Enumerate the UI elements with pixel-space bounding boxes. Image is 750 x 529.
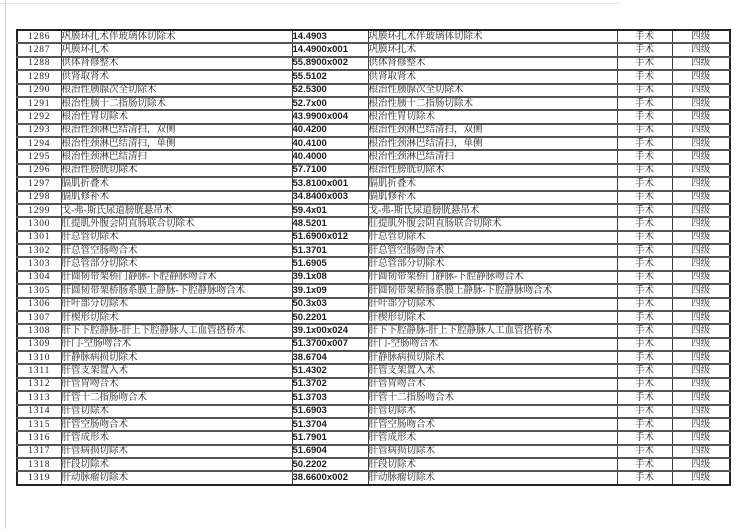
category-label: 手术: [617, 298, 672, 311]
procedure-name: 肝动脉瘤切除术: [61, 471, 292, 485]
table-row: [17, 458, 730, 471]
procedure-code: 43.9900x004: [292, 110, 368, 123]
level-label: 四级: [672, 57, 730, 70]
row-number: 1302: [17, 244, 61, 257]
surgery-procedure-table: [16, 29, 731, 486]
procedure-name-repeat: 肝圆韧带架桥门静脉-下腔静脉吻合术: [368, 271, 617, 284]
procedure-code: 14.4903: [292, 30, 368, 43]
procedure-name: 巩膜环扎术: [61, 43, 292, 56]
row-number: 1314: [17, 405, 61, 418]
procedure-code: 51.6900x012: [292, 231, 368, 244]
procedure-name: 肝管支架置入术: [61, 364, 292, 377]
table-row: [17, 70, 730, 83]
procedure-name-repeat: 肝总管空肠吻合术: [368, 244, 617, 257]
procedure-name-repeat: 肝静脉病损切除术: [368, 351, 617, 364]
category-label: 手术: [617, 97, 672, 110]
table-row: [17, 338, 730, 351]
level-label: 四级: [672, 97, 730, 110]
procedure-code: 48.5201: [292, 217, 368, 230]
procedure-code: 51.3700x007: [292, 338, 368, 351]
level-label: 四级: [672, 137, 730, 150]
procedure-name-repeat: 肛提肌外腹会阴直肠联合切除术: [368, 217, 617, 230]
procedure-name: 肝管切除术: [61, 405, 292, 418]
procedure-name-repeat: 根治性胰腺次全切除术: [368, 84, 617, 97]
row-number: 1305: [17, 284, 61, 297]
category-label: 手术: [617, 405, 672, 418]
procedure-code: 51.6905: [292, 257, 368, 270]
procedure-name-repeat: 肝管空肠吻合术: [368, 418, 617, 431]
procedure-name-repeat: 供体肾修整术: [368, 57, 617, 70]
procedure-name-repeat: 肝管切除术: [368, 405, 617, 418]
table-row: [17, 378, 730, 391]
procedure-code: 51.6904: [292, 445, 368, 458]
level-label: 四级: [672, 364, 730, 377]
row-number: 1306: [17, 298, 61, 311]
surgery-procedure-table-body: [17, 30, 730, 485]
level-label: 四级: [672, 311, 730, 324]
procedure-name: 肝楔形切除术: [61, 311, 292, 324]
row-number: 1295: [17, 150, 61, 163]
table-row: [17, 57, 730, 70]
category-label: 手术: [617, 418, 672, 431]
procedure-name: 膈肌修补术: [61, 191, 292, 204]
procedure-code: 55.8900x002: [292, 57, 368, 70]
table-row: [17, 418, 730, 431]
procedure-name: 供肾取肾术: [61, 70, 292, 83]
procedure-code: 50.2201: [292, 311, 368, 324]
category-label: 手术: [617, 150, 672, 163]
procedure-name: 根治性颈淋巴结清扫，双侧: [61, 124, 292, 137]
category-label: 手术: [617, 84, 672, 97]
category-label: 手术: [617, 391, 672, 404]
table-row: [17, 110, 730, 123]
procedure-code: 40.4000: [292, 150, 368, 163]
row-number: 1308: [17, 324, 61, 337]
table-row: [17, 311, 730, 324]
level-label: 四级: [672, 191, 730, 204]
level-label: 四级: [672, 84, 730, 97]
row-number: 1290: [17, 84, 61, 97]
procedure-code: 50.3x03: [292, 298, 368, 311]
row-number: 1296: [17, 164, 61, 177]
row-number: 1299: [17, 204, 61, 217]
table-row: [17, 364, 730, 377]
procedure-code: 51.3703: [292, 391, 368, 404]
table-row: [17, 217, 730, 230]
row-number: 1286: [28, 31, 51, 42]
row-number: 1309: [17, 338, 61, 351]
procedure-code: 14.4900x001: [292, 43, 368, 56]
procedure-name: 肝管空肠吻合术: [61, 418, 292, 431]
procedure-name: 肝圆韧带架桥肠系膜上静脉-下腔静脉吻合术: [61, 284, 292, 297]
table-row: [17, 257, 730, 270]
procedure-code: 50.2202: [292, 458, 368, 471]
procedure-code: 51.3701: [292, 244, 368, 257]
table-row: [17, 191, 730, 204]
category-label: 手术: [617, 137, 672, 150]
row-number: 1289: [17, 70, 61, 83]
level-label: 四级: [672, 431, 730, 444]
table-row: [17, 471, 730, 485]
category-label: 手术: [617, 364, 672, 377]
level-label: 四级: [672, 338, 730, 351]
category-label: 手术: [617, 458, 672, 471]
procedure-name: 肝叶部分切除术: [61, 298, 292, 311]
procedure-name-repeat: 根治性颈淋巴结清扫: [368, 150, 617, 163]
table-row: [17, 30, 730, 43]
procedure-code: 51.6903: [292, 405, 368, 418]
row-number: 1318: [17, 458, 61, 471]
level-label: 四级: [672, 257, 730, 270]
procedure-code: 40.4200: [292, 124, 368, 137]
procedure-name: 肝静脉病损切除术: [61, 351, 292, 364]
table-row: [17, 351, 730, 364]
procedure-name-repeat: 根治性胰十二指肠切除术: [368, 97, 617, 110]
category-label: 手术: [617, 110, 672, 123]
row-number: 1300: [17, 217, 61, 230]
procedure-name-repeat: 戈-弗-斯氏尿道膀胱悬吊术: [368, 204, 617, 217]
level-label: 四级: [672, 471, 730, 485]
category-label: 手术: [617, 30, 672, 43]
procedure-code: 52.7x00: [292, 97, 368, 110]
category-label: 手术: [617, 378, 672, 391]
row-number: 1311: [17, 364, 61, 377]
procedure-code: 38.6600x002: [292, 471, 368, 485]
table-row: [17, 391, 730, 404]
category-label: 手术: [617, 351, 672, 364]
row-number: 1316: [17, 431, 61, 444]
table-row: [17, 271, 730, 284]
table-row: [17, 97, 730, 110]
procedure-name-repeat: 肝管支架置入术: [368, 364, 617, 377]
row-number: 1310: [17, 351, 61, 364]
table-row: [17, 324, 730, 337]
category-label: 手术: [617, 164, 672, 177]
procedure-name-repeat: 巩膜环扎术伴玻璃体切除术: [368, 30, 617, 43]
level-label: 四级: [672, 298, 730, 311]
procedure-name: 供体肾修整术: [61, 57, 292, 70]
table-row: [17, 164, 730, 177]
procedure-code: 51.3704: [292, 418, 368, 431]
table-row: [17, 204, 730, 217]
procedure-name: 根治性颈淋巴结清扫: [61, 150, 292, 163]
procedure-name-repeat: 巩膜环扎术: [368, 43, 617, 56]
category-label: 手术: [617, 338, 672, 351]
procedure-name: 肝下下腔静脉-肝上下腔静脉人工血管搭桥术: [61, 324, 292, 337]
procedure-name: 肝总管部分切除术: [61, 257, 292, 270]
row-number: 1307: [17, 311, 61, 324]
procedure-name: 肝总管切除术: [61, 231, 292, 244]
procedure-code: 57.7100: [292, 164, 368, 177]
category-label: 手术: [617, 124, 672, 137]
category-label: 手术: [617, 257, 672, 270]
category-label: 手术: [617, 311, 672, 324]
category-label: 手术: [617, 471, 672, 485]
table-row: [17, 445, 730, 458]
procedure-code: 52.5300: [292, 84, 368, 97]
table-row: [17, 150, 730, 163]
level-label: 四级: [672, 204, 730, 217]
procedure-name: 根治性膀胱切除术: [61, 164, 292, 177]
level-label: 四级: [672, 445, 730, 458]
procedure-name: 肝管病损切除术: [61, 445, 292, 458]
procedure-name-repeat: 肝下下腔静脉-肝上下腔静脉人工血管搭桥术: [368, 324, 617, 337]
level-label: 四级: [672, 324, 730, 337]
procedure-name: 肝门-空肠吻合术: [61, 338, 292, 351]
procedure-name: 根治性颈淋巴结清扫，单侧: [61, 137, 292, 150]
level-label: 四级: [672, 351, 730, 364]
row-number: 1297: [17, 177, 61, 190]
category-label: 手术: [617, 284, 672, 297]
table-row: [17, 137, 730, 150]
procedure-name: 膈肌折叠术: [61, 177, 292, 190]
procedure-name: 肛提肌外腹会阴直肠联合切除术: [61, 217, 292, 230]
procedure-code: 55.5102: [292, 70, 368, 83]
procedure-name: 根治性胃切除术: [61, 110, 292, 123]
procedure-name-repeat: 肝管成形术: [368, 431, 617, 444]
procedure-name-repeat: 肝管病损切除术: [368, 445, 617, 458]
level-label: 四级: [672, 124, 730, 137]
procedure-name-repeat: 根治性颈淋巴结清扫，双侧: [368, 124, 617, 137]
row-number: 1303: [17, 257, 61, 270]
procedure-name: 肝管成形术: [61, 431, 292, 444]
table-row: [17, 284, 730, 297]
table-row: [17, 124, 730, 137]
procedure-code: 53.8100x001: [292, 177, 368, 190]
procedure-name: 肝管胃吻合术: [61, 378, 292, 391]
procedure-name-repeat: 肝总管切除术: [368, 231, 617, 244]
row-number: 1291: [17, 97, 61, 110]
procedure-code: 38.6704: [292, 351, 368, 364]
category-label: 手术: [617, 191, 672, 204]
table-row: [17, 43, 730, 56]
procedure-name-repeat: 供肾取肾术: [368, 70, 617, 83]
level-label: 四级: [672, 244, 730, 257]
row-number: 1319: [17, 471, 61, 485]
table-row: [17, 177, 730, 190]
procedure-name: 肝段切除术: [61, 458, 292, 471]
procedure-name-repeat: 肝管十二指肠吻合术: [368, 391, 617, 404]
row-number: 1293: [17, 124, 61, 137]
procedure-name: 根治性胰腺次全切除术: [61, 84, 292, 97]
level-label: 四级: [672, 378, 730, 391]
procedure-name-repeat: 肝门-空肠吻合术: [368, 338, 617, 351]
procedure-code: 51.3702: [292, 378, 368, 391]
level-label: 四级: [672, 43, 730, 56]
procedure-code: 51.7901: [292, 431, 368, 444]
row-number: 1287: [17, 43, 61, 56]
row-number: 1301: [17, 231, 61, 244]
procedure-name-repeat: 膈肌修补术: [368, 191, 617, 204]
procedure-name-repeat: 肝管胃吻合术: [368, 378, 617, 391]
procedure-name: 戈-弗-斯氏尿道膀胱悬吊术: [61, 204, 292, 217]
procedure-name-repeat: 肝动脉瘤切除术: [368, 471, 617, 485]
category-label: 手术: [617, 445, 672, 458]
procedure-name-repeat: 根治性颈淋巴结清扫，单侧: [368, 137, 617, 150]
category-label: 手术: [617, 231, 672, 244]
table-row: [17, 244, 730, 257]
procedure-name-repeat: 肝段切除术: [368, 458, 617, 471]
scan-artifact-vertical-line: [5, 0, 6, 529]
procedure-code: 51.4302: [292, 364, 368, 377]
procedure-name-repeat: 肝圆韧带架桥肠系膜上静脉-下腔静脉吻合术: [368, 284, 617, 297]
procedure-code: 39.1x00x024: [292, 324, 368, 337]
level-label: 四级: [672, 405, 730, 418]
level-label: 四级: [672, 110, 730, 123]
procedure-name-repeat: 肝楔形切除术: [368, 311, 617, 324]
level-label: 四级: [672, 177, 730, 190]
category-label: 手术: [617, 244, 672, 257]
level-label: 四级: [672, 458, 730, 471]
row-number: 1292: [17, 110, 61, 123]
procedure-code: 39.1x09: [292, 284, 368, 297]
level-label: 四级: [672, 164, 730, 177]
row-number: 1294: [17, 137, 61, 150]
procedure-name: 肝管十二指肠吻合术: [61, 391, 292, 404]
row-number: 1317: [17, 445, 61, 458]
category-label: 手术: [617, 177, 672, 190]
procedure-code: 34.8400x003: [292, 191, 368, 204]
scan-artifact-horizontal-line: [0, 3, 620, 4]
row-number: 1312: [17, 378, 61, 391]
category-label: 手术: [617, 324, 672, 337]
procedure-name-repeat: 肝叶部分切除术: [368, 298, 617, 311]
row-number: 1288: [17, 57, 61, 70]
procedure-name: 肝总管空肠吻合术: [61, 244, 292, 257]
level-label: 四级: [672, 217, 730, 230]
category-label: 手术: [617, 70, 672, 83]
level-label: 四级: [672, 391, 730, 404]
procedure-name-repeat: 膈肌折叠术: [368, 177, 617, 190]
table-row: [17, 84, 730, 97]
category-label: 手术: [617, 43, 672, 56]
procedure-code: 59.4x01: [292, 204, 368, 217]
procedure-name-repeat: 肝总管部分切除术: [368, 257, 617, 270]
row-number: 1304: [17, 271, 61, 284]
row-number: 1313: [17, 391, 61, 404]
level-label: 四级: [672, 150, 730, 163]
procedure-name-repeat: 根治性胃切除术: [368, 110, 617, 123]
table-row: [17, 298, 730, 311]
level-label: 四级: [672, 231, 730, 244]
category-label: 手术: [617, 204, 672, 217]
procedure-name-repeat: 根治性膀胱切除术: [368, 164, 617, 177]
row-number: 1298: [17, 191, 61, 204]
procedure-name: 根治性胰十二指肠切除术: [61, 97, 292, 110]
procedure-name: 巩膜环扎术伴玻璃体切除术: [61, 30, 292, 43]
table-row: [17, 431, 730, 444]
row-number: 1315: [17, 418, 61, 431]
procedure-name: 肝圆韧带架桥门静脉-下腔静脉吻合术: [61, 271, 292, 284]
table-row: [17, 231, 730, 244]
category-label: 手术: [617, 271, 672, 284]
level-label: 四级: [672, 30, 730, 43]
level-label: 四级: [672, 271, 730, 284]
level-label: 四级: [672, 284, 730, 297]
level-label: 四级: [672, 70, 730, 83]
category-label: 手术: [617, 57, 672, 70]
procedure-code: 40.4100: [292, 137, 368, 150]
category-label: 手术: [617, 431, 672, 444]
category-label: 手术: [617, 217, 672, 230]
procedure-code: 39.1x08: [292, 271, 368, 284]
table-row: [17, 405, 730, 418]
level-label: 四级: [672, 418, 730, 431]
